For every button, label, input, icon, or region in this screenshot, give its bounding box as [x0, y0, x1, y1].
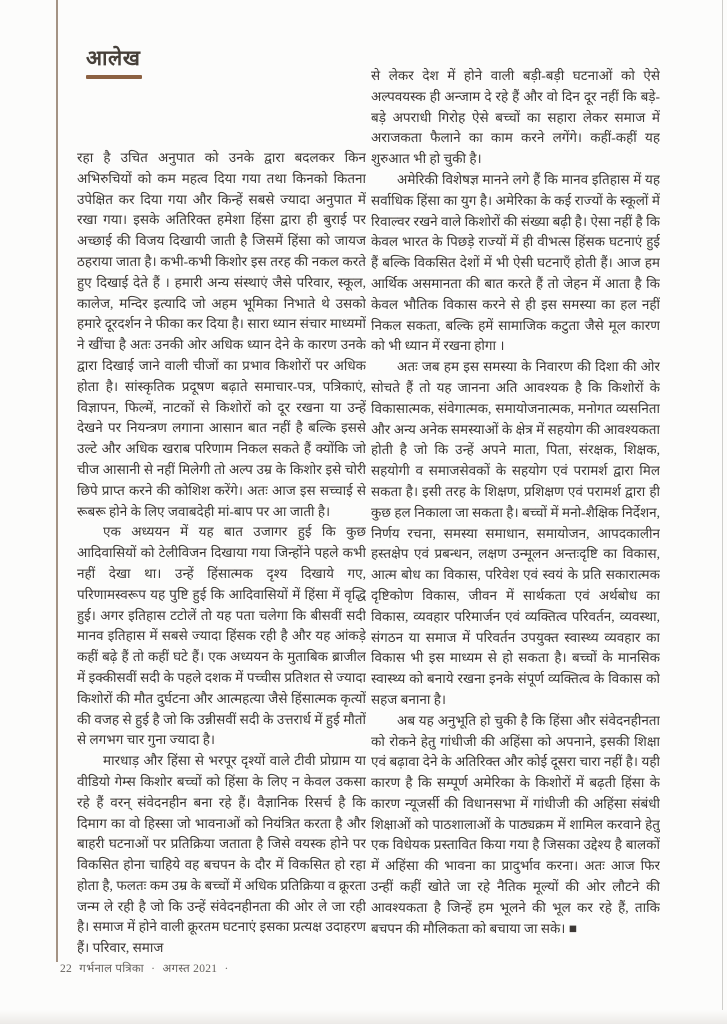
section-header	[86, 44, 142, 79]
paragraph: एक अध्ययन में यह बात उजागर हुई कि कुछ आदिवासियों को टेलीविजन दिखाया गया जिन्होंने पहले कभी नहीं देखा था। उन्हें हिंसात्मक दृश्य दिखाये गए, परिणामस्वरूप यह पुष्टि हुई कि आदिवासियों में हिंसा में वृद्धि हुई। अगर इतिहास टटोलें तो यह पता चलेगा कि बीसवीं सदी मानव इतिहास में सबसे ज्यादा हिंसक रही है और यह आंकड़े कहीं बढ़े हैं तो कहीं घटे हैं। एक अध्ययन के मुताबिक ब्राजील में इक्कीसवीं सदी के पहले दशक में पच्चीस प्रतिशत से ज्यादा किशोरों की मौत दुर्घटना और आत्महत्या जैसे हिंसात्मक कृत्यों की वजह से हुई है जो कि उन्नीसवीं सदी के उत्तरार्ध में हुई मौतों से लगभग चार गुना ज्यादा है।	[77, 524, 366, 748]
page-right-edge	[722, 0, 723, 1024]
paragraph: रहा है उचित अनुपात को उनके द्वारा बदलकर किन अभिरुचियों को कम महत्व दिया गया तथा किनको कितना उपेक्षित कर दिया गया और किन्हें सबसे ज्यादा अनुपात में रखा गया। इसके अतिरिक्त हमेशा हिंसा द्वारा ही बुराई पर अच्छाई की विजय दिखायी जाती है जिसमें हिंसा को जायज ठहराया जाता है। कभी-कभी किशोर इस तरह की नकल करते हुए दिखाई देते हैं । हमारी अन्य संस्थाएं जैसे परिवार, स्कूल, कालेज, मन्दिर इत्यादि जो अहम भूमिका निभाते थे उसको हमारे दूरदर्शन ने फीका कर दिया है। सारा ध्यान संचार माध्यमों ने खींचा है अतः उनकी ओर अधिक ध्यान देने के कारण उनके द्वारा दिखाई जाने वाली चीजों का प्रभाव किशोरों पर अधिक होता है। सांस्कृतिक प्रदूषण बढ़ाते समाचार-पत्र, पत्रिकाएं, विज्ञापन, फिल्में, नाटकों से किशोरों को दूर रखना या उन्हें देखने पर नियन्त्रण लगाना आसान बात नहीं है बल्कि इससे उल्टे और अधिक खराब परिणाम निकल सकते हैं क्योंकि जो चीज आसानी से नहीं मिलेगी तो अल्प उम्र के किशोर इसे चोरी छिपे प्राप्त करने की कोशिश करेंगे। अतः आज इस सच्चाई से रूबरू होने के लिए जवाबदेही मां-बाप पर आ जाती है।	[77, 150, 366, 519]
article-right-column	[371, 66, 660, 962]
footer-journal-name: गर्भनाल पत्रिका	[79, 963, 144, 975]
paragraph: अब यह अनुभूति हो चुकी है कि हिंसा और संवेदनहीनता को रोकने हेतु गांधीजी की अहिंसा को अपनाने, इसकी शिक्षा एवं बढ़ावा देने के अतिरिक्त और कोई दूसरा चारा नहीं है। यही कारण है कि सम्पूर्ण अमेरिका के किशोरों में बढ़ती हिंसा के कारण न्यूजर्सी की विधानसभा में गांधीजी की अहिंसा संबंधी शिक्षाओं को पाठशालाओं के पाठ्यक्रम में शामिल करवाने हेतु एक विधेयक प्रस्तावित किया गया है जिसका उद्देश्य है बालकों में अहिंसा की भावना का प्रादुर्भाव करना। अतः आज फिर उन्हीं कहीं खोते जा रहे नैतिक मूल्यों की ओर लौटने की आवश्यकता है जिन्हें हम भूलने की भूल कर रहे हैं, ताकि बचपन की मौलिकता को बचाया जा सके। ■	[371, 712, 660, 936]
section-header-label: आलेख	[86, 46, 141, 70]
page-bottom-edge	[0, 1010, 727, 1024]
paragraph: मारधाड़ और हिंसा से भरपूर दृश्यों वाले टीवी प्रोग्राम या वीडियो गेम्स किशोर बच्चों को हिंसा के लिए न केवल उकसा रहे हैं वरन् संवेदनहीन बना रहे हैं। वैज्ञानिक रिसर्च है कि दिमाग का वो हिस्सा जो भावनाओं को नियंत्रित करता है और बाहरी घटनाओं पर प्रतिक्रिया जताता है जिसे वयस्क होने पर विकसित होना चाहिये वह बचपन के दौर में विकसित हो रहा होता है, फलतः कम उम्र के बच्चों में अधिक प्रतिक्रिया व क्रूरता जन्म ले रही है जो कि उन्हें संवेदनहीनता की ओर ले जा रही है। समाज में होने वाली क्रूरतम घटनाएं इसका प्रत्यक्ष उदाहरण हैं। परिवार, समाज	[77, 753, 366, 956]
footer-separator: ·	[151, 963, 156, 975]
footer-page-number: 22	[60, 963, 73, 975]
page-spine-line	[56, 0, 58, 962]
paragraph: अमेरिकी विशेषज्ञ मानने लगे हैं कि मानव इतिहास में यह सर्वाधिक हिंसा का युग है। अमेरिका के कई राज्यों के स्कूलों में रिवाल्वर रखने वाले किशोरों की संख्या बढ़ी है। ऐसा नहीं है कि केवल भारत के पिछड़े राज्यों में ही वीभत्स हिंसक घटनाएं हुई हैं बल्कि विकसित देशों में भी ऐसी घटनाएँ होती हैं। आज हम आर्थिक असमानता की बात करते हैं तो जेहन में आता है कि केवल भौतिक विकास करने से ही इस समस्या का हल नहीं निकल सकता, बल्कि हमें सामाजिक कटुता जैसे मूल कारण को भी ध्यान में रखना होगा ।	[371, 171, 660, 354]
footer-issue: अगस्त 2021	[162, 963, 218, 975]
page-footer	[60, 961, 233, 976]
paragraph: अतः जब हम इस समस्या के निवारण की दिशा की ओर सोचते हैं तो यह जानना अति आवश्यक है कि किशोरों के विकासात्मक, संवेगात्मक, समायोजनात्मक, मनोगत व्यसनिता और अन्य अनेक समस्याओं के क्षेत्र में सहयोग की आवश्यकता होती है जो कि उन्हें अपने माता, पिता, संरक्षक, शिक्षक, सहयोगी व समाजसेवकों के सहयोग एवं परामर्श द्वारा मिल सकता है। इसी तरह के शिक्षण, प्रशिक्षण एवं परामर्श द्वारा ही कुछ हल निकाला जा सकता है। बच्चों में मनो-शैक्षिक निर्देशन, निर्णय रचना, समस्या समाधान, समायोजन, आपदकालीन हस्तक्षेप एवं प्रबन्धन, लक्षण उन्मूलन अन्तःदृष्टि का विकास, आत्म बोध का विकास, परिवेश एवं स्वयं के प्रति सकारात्मक दृष्टिकोण विकास, जीवन में सार्थकता एवं अर्थबोध का विकास, व्यवहार परिमार्जन एवं व्यक्तित्व परिवर्तन, व्यवस्था, संगठन या समाज में परिवर्तन उपयुक्त स्वास्थ्य व्यवहार का विकास भी इस माध्यम से हो सकता है। बच्चों के मानसिक स्वास्थ्य को बनाये रखना इनके संपूर्ण व्यक्तित्व के विकास को सहज बनाना है।	[371, 359, 660, 707]
section-header-underline	[86, 75, 142, 79]
footer-separator: ·	[224, 963, 229, 975]
paragraph: से लेकर देश में होने वाली बड़ी-बड़ी घटनाओं को ऐसे अल्पवयस्क ही अन्जाम दे रहे हैं और वो दिन दूर नहीं कि बड़े-बड़े अपराधी गिरोह ऐसे बच्चों का सहारा लेकर समाज में अराजकता फैलाने का काम करने लगेंगे। कहीं-कहीं यह शुरुआत भी हो चुकी है।	[371, 68, 660, 167]
article-left-column	[77, 148, 366, 962]
